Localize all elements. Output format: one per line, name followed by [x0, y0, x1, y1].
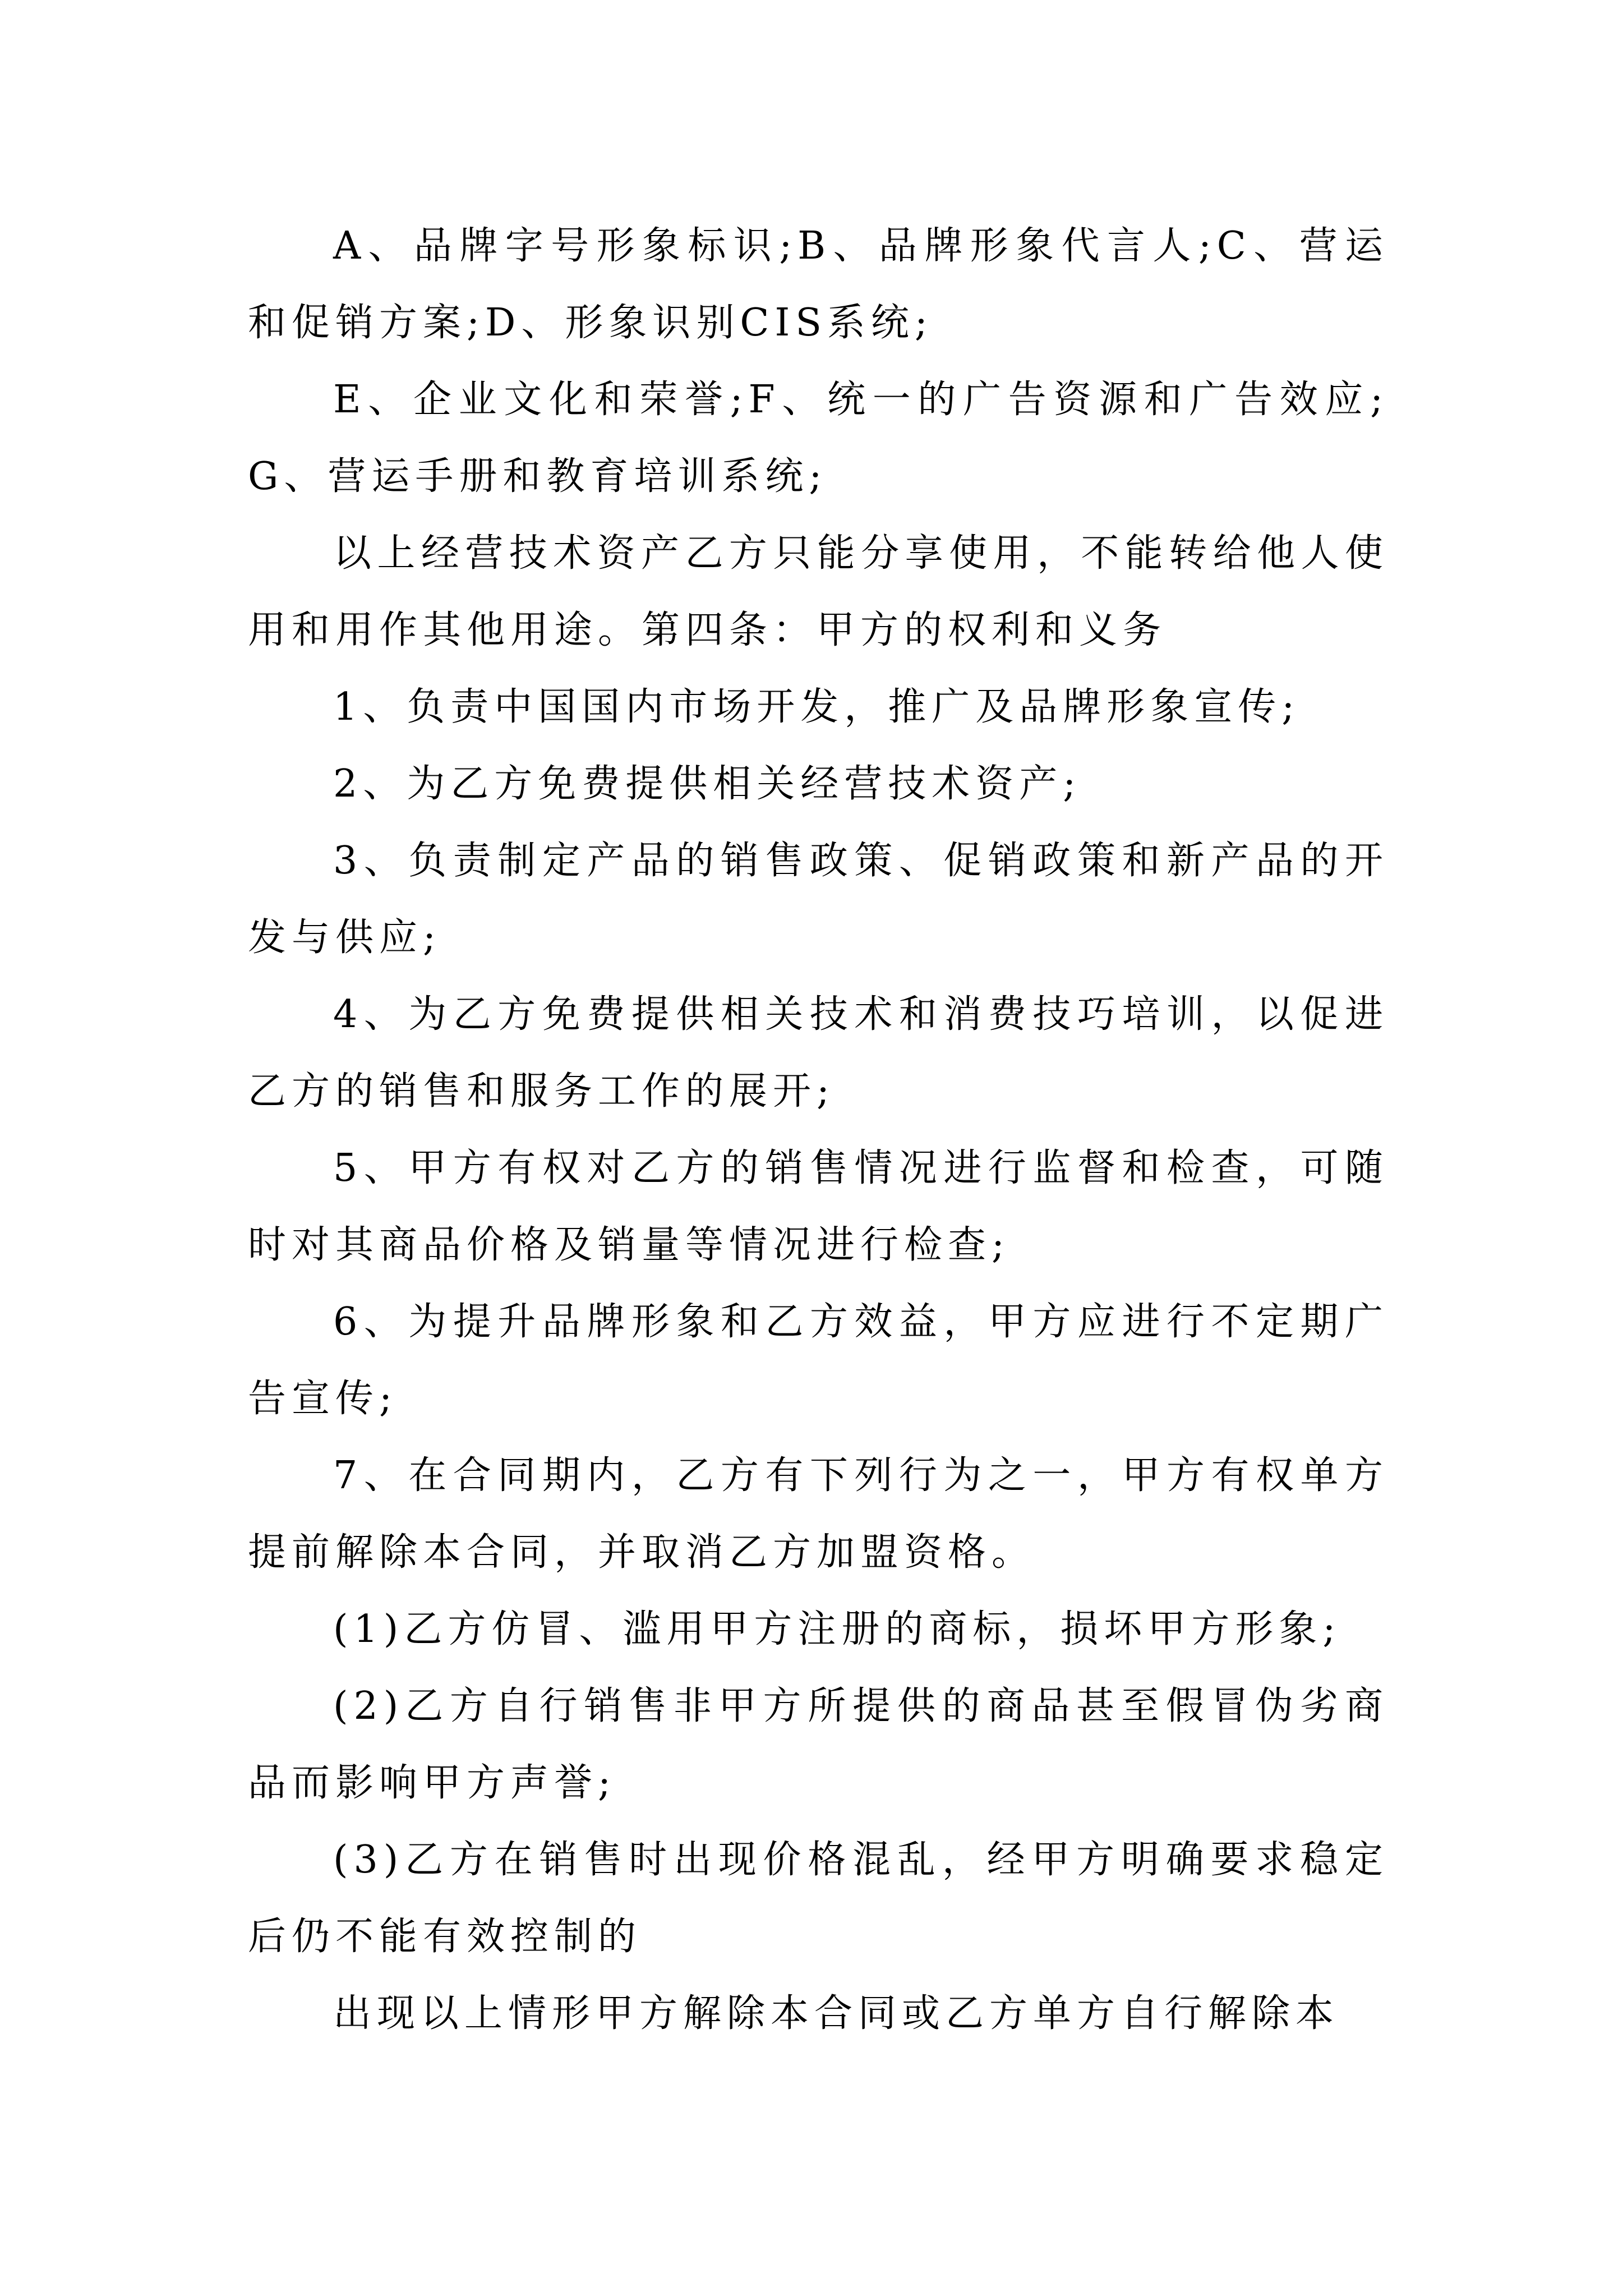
paragraph-brand-items-e-g: E、企业文化和荣誉;F、统一的广告资源和广告效应;G、营运手册和教育培训系统; — [248, 378, 1389, 499]
paragraph-obligation-2: 2、为乙方免费提供相关经营技术资产; — [333, 762, 1082, 806]
paragraph-clause-3: (3)乙方在销售时出现价格混乱，经甲方明确要求稳定后仍不能有效控制的 — [248, 1838, 1389, 1959]
paragraph-obligation-7: 7、在合同期内，乙方有下列行为之一，甲方有权单方提前解除本合同，并取消乙方加盟资格。 — [248, 1453, 1389, 1575]
paragraph-assets-usage: 以上经营技术资产乙方只能分享使用，不能转给他人使用和用作其他用途。第四条：甲方的权利和义务 — [248, 531, 1389, 652]
paragraph-obligation-6: 6、为提升品牌形象和乙方效益，甲方应进行不定期广告宣传; — [248, 1300, 1389, 1421]
paragraph-obligation-5: 5、甲方有权对乙方的销售情况进行监督和检查，可随时对其商品价格及销量等情况进行检查; — [248, 1146, 1389, 1267]
paragraph-termination: 出现以上情形甲方解除本合同或乙方单方自行解除本 — [333, 1991, 1340, 2036]
paragraph-clause-1: (1)乙方仿冒、滥用甲方注册的商标，损坏甲方形象; — [333, 1607, 1341, 1651]
paragraph-obligation-4: 4、为乙方免费提供相关技术和消费技巧培训，以促进乙方的销售和服务工作的展开; — [248, 992, 1389, 1114]
paragraph-brand-items-a-d: A、品牌字号形象标识;B、品牌形象代言人;C、营运和促销方案;D、形象识别CIS系统; — [248, 224, 1389, 345]
paragraph-clause-2: (2)乙方自行销售非甲方所提供的商品甚至假冒伪劣商品而影响甲方声誉; — [248, 1684, 1389, 1805]
document-body — [248, 208, 1389, 2052]
paragraph-obligation-1: 1、负责中国国内市场开发，推广及品牌形象宣传; — [333, 685, 1301, 729]
paragraph-obligation-3: 3、负责制定产品的销售政策、促销政策和新产品的开发与供应; — [248, 839, 1389, 960]
